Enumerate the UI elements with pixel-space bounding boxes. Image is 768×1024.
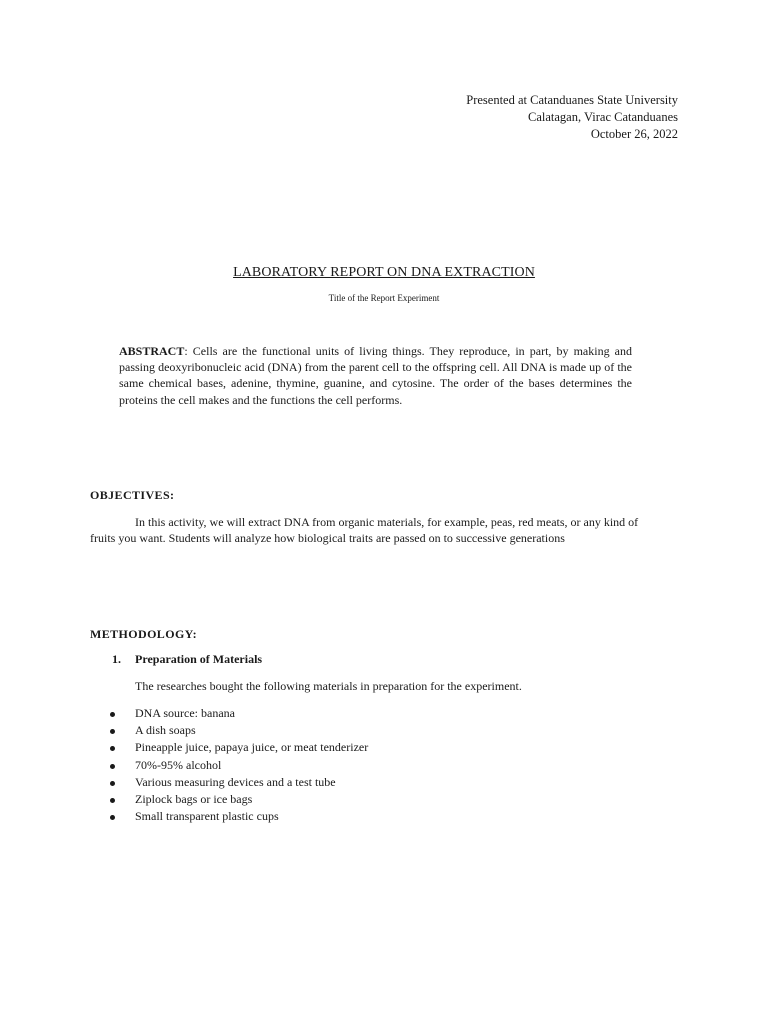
abstract-label: ABSTRACT bbox=[119, 344, 185, 358]
list-item-text: Ziplock bags or ice bags bbox=[135, 792, 253, 807]
list-item bbox=[110, 739, 368, 756]
list-item bbox=[110, 791, 368, 808]
list-item-text: Various measuring devices and a test tube bbox=[135, 774, 336, 789]
list-item bbox=[110, 808, 368, 825]
header-institution: Presented at Catanduanes State University bbox=[466, 93, 678, 107]
objectives-paragraph: In this activity, we will extract DNA from organic materials, for example, peas, red meats, or any kind of fruits you want. Students will analyze how biological traits are passed on to successive generations bbox=[90, 515, 639, 545]
materials-list bbox=[110, 705, 368, 825]
presentation-header bbox=[466, 92, 678, 143]
objectives-heading: OBJECTIVES: bbox=[90, 488, 175, 502]
step-intro: The researches bought the following materials in preparation for the experiment. bbox=[135, 679, 522, 693]
methodology-step bbox=[112, 652, 262, 667]
list-item-text: DNA source: banana bbox=[135, 706, 235, 720]
list-item bbox=[110, 774, 368, 791]
bullet-icon bbox=[110, 798, 115, 803]
bullet-icon bbox=[110, 712, 115, 717]
list-item bbox=[110, 705, 368, 722]
list-item bbox=[110, 757, 368, 774]
list-item bbox=[110, 722, 368, 739]
list-item-text: Small transparent plastic cups bbox=[135, 809, 279, 824]
abstract-paragraph bbox=[119, 343, 632, 408]
bullet-icon bbox=[110, 729, 115, 734]
abstract-text: : Cells are the functional units of living things. They reproduce, in part, by making and passing deoxyribonucleic acid (DNA) from the parent cell to the offspring cell. All DNA is made up of the same chemical bases, adenine, thymine, guanine, and cytosine. The order of the bases determines the proteins the cell makes and the functions the cell performs. bbox=[119, 344, 632, 407]
bullet-icon bbox=[110, 764, 115, 769]
report-subtitle: Title of the Report Experiment bbox=[328, 293, 440, 303]
step-title: Preparation of Materials bbox=[135, 652, 263, 666]
methodology-heading: METHODOLOGY: bbox=[90, 627, 198, 641]
bullet-icon bbox=[110, 746, 115, 751]
header-location: Calatagan, Virac Catanduanes bbox=[528, 110, 678, 124]
list-item-text: 70%-95% alcohol bbox=[135, 757, 222, 772]
report-title: LABORATORY REPORT ON DNA EXTRACTION bbox=[233, 265, 535, 280]
bullet-icon bbox=[110, 815, 115, 820]
step-number: 1. bbox=[112, 652, 121, 666]
list-item-text: A dish soaps bbox=[135, 723, 196, 738]
header-date: October 26, 2022 bbox=[590, 127, 678, 141]
bullet-icon bbox=[110, 781, 115, 786]
list-item-text: Pineapple juice, papaya juice, or meat tenderizer bbox=[135, 740, 369, 755]
